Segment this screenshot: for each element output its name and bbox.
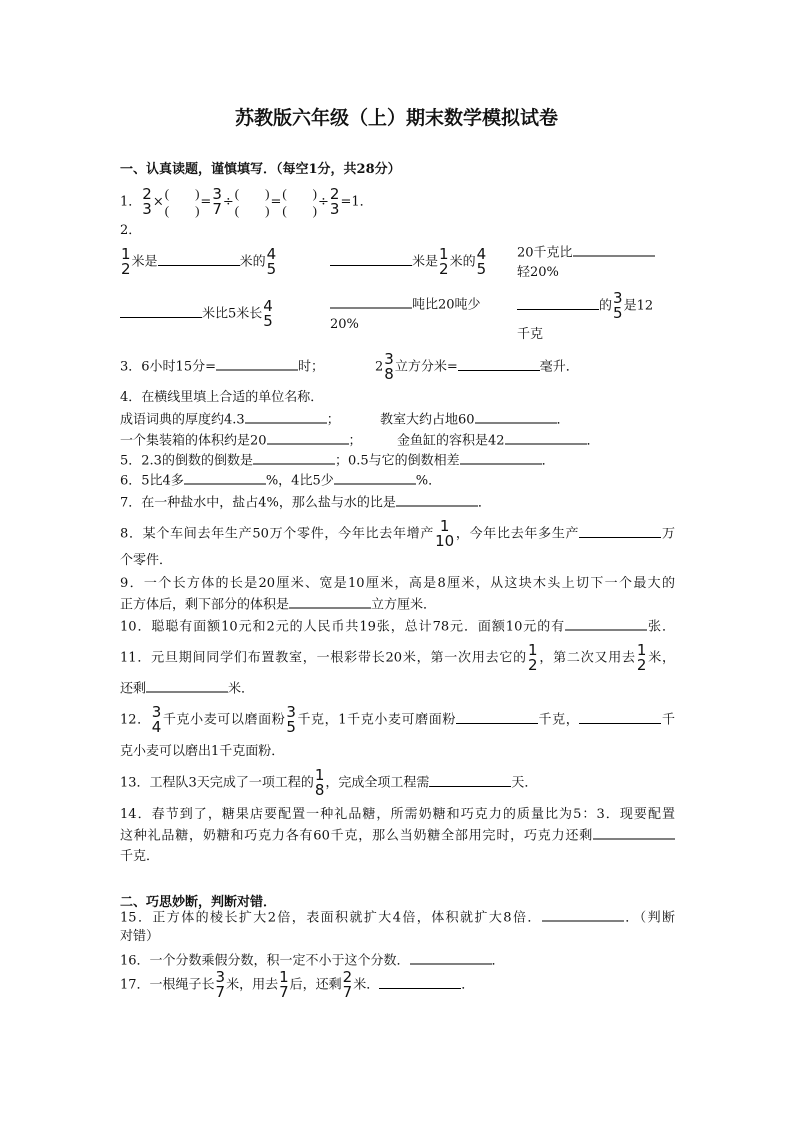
- text: 金鱼缸的容积是42: [397, 433, 505, 449]
- text: ；: [348, 433, 362, 449]
- text: 20%: [330, 317, 359, 332]
- text: 二、巧思妙断，判断对错．: [120, 895, 277, 910]
- text: 一个集装箱的体积约是20: [120, 433, 267, 449]
- question-2: [120, 222, 141, 240]
- text: 时；: [297, 359, 324, 375]
- denominator: 5: [263, 312, 273, 330]
- text: 还剩: [120, 681, 147, 697]
- text: 16．一个分数乘假分数，积一定不小于这个分数．: [120, 953, 410, 969]
- answer-blank[interactable]: [379, 976, 461, 989]
- page-title: 苏教版六年级（上）期末数学模拟试卷: [234, 107, 558, 129]
- question-14-cont: [120, 827, 675, 846]
- text: ．: [556, 412, 570, 428]
- text: 11．元旦期间同学们布置教室，一根彩带长20米，第一次用去它的: [120, 650, 527, 666]
- question-4a: [120, 411, 340, 430]
- text: ．: [491, 953, 505, 969]
- question-9-cont: [120, 596, 436, 615]
- answer-blank[interactable]: [245, 411, 327, 424]
- question-14: [120, 806, 675, 824]
- answer-blank[interactable]: [593, 827, 675, 840]
- numerator: 3: [384, 350, 394, 368]
- text: 米．: [228, 681, 255, 697]
- question-9: [120, 575, 675, 593]
- question-2a: [120, 247, 277, 277]
- answer-blank[interactable]: [146, 680, 228, 693]
- text: 张．: [647, 619, 675, 635]
- fraction: [212, 187, 222, 217]
- numerator: 1: [636, 641, 647, 659]
- text: ．: [541, 453, 555, 469]
- text: 千克，: [537, 712, 580, 728]
- text: ．: [586, 433, 600, 449]
- question-2b: [330, 247, 487, 277]
- text: 万: [661, 526, 675, 542]
- numerator: 1: [314, 766, 325, 784]
- question-2f-cont: [517, 326, 543, 344]
- question-14-end: [120, 848, 159, 866]
- text: 这种礼品糖，奶糖和巧克力各有60千克，那么当奶糖全部用完时，巧克力还剩: [120, 828, 593, 844]
- denominator: 5: [266, 260, 277, 278]
- answer-blank[interactable]: [253, 452, 335, 465]
- numerator: 1: [279, 968, 289, 986]
- question-17: [120, 970, 474, 1000]
- question-11: [120, 643, 675, 673]
- text: ，完成全项工程需: [325, 775, 430, 791]
- answer-blank[interactable]: [429, 774, 511, 787]
- text: =1．: [340, 194, 373, 210]
- answer-blank[interactable]: [565, 618, 647, 631]
- fraction: [279, 970, 289, 1000]
- numerator: 1: [439, 245, 449, 263]
- question-4c: [120, 432, 362, 451]
- text: 个零件．: [120, 553, 173, 568]
- text: 6．5比4多: [120, 473, 184, 489]
- text: ；0.5与它的倒数相差: [334, 453, 460, 469]
- numerator: 3: [215, 968, 226, 986]
- denominator: ( ): [234, 203, 270, 218]
- numerator: 2: [329, 185, 340, 203]
- fraction: [152, 705, 162, 735]
- text: 是12: [623, 298, 654, 314]
- section-heading-1: [120, 161, 401, 179]
- fraction: [613, 291, 623, 321]
- question-15-cont: [120, 928, 159, 946]
- question-4d: [397, 432, 600, 451]
- numerator: 2: [142, 185, 152, 203]
- text: 轻20%: [517, 265, 559, 280]
- text: ，第二次又用去: [538, 650, 636, 666]
- answer-blank[interactable]: [410, 952, 492, 965]
- denominator: 3: [329, 200, 340, 218]
- question-11-cont: [120, 680, 254, 699]
- answer-blank[interactable]: [456, 711, 538, 724]
- denominator: ( ): [164, 203, 200, 218]
- numerator: 4: [263, 297, 273, 315]
- answer-blank[interactable]: [158, 253, 240, 266]
- numerator: 1: [527, 641, 538, 659]
- text: 米．: [353, 977, 380, 993]
- answer-blank[interactable]: [334, 472, 416, 485]
- answer-blank[interactable]: [289, 596, 371, 609]
- text: 克小麦可以磨出1千克面粉．: [120, 744, 285, 759]
- answer-blank[interactable]: [475, 411, 557, 424]
- denominator: 2: [439, 260, 449, 278]
- text: 教室大约占地60: [380, 412, 475, 428]
- text: 成语词典的厚度约4.3: [120, 412, 245, 428]
- numerator: 1: [439, 517, 450, 535]
- numerator: 3: [151, 703, 162, 721]
- answer-blank[interactable]: [330, 296, 412, 309]
- text: 米比5米长: [202, 306, 263, 322]
- text: 17．一根绳子长: [120, 977, 215, 993]
- text: ，今年比去年多生产: [455, 526, 580, 542]
- denominator: 5: [476, 260, 487, 278]
- text: 8．某个车间去年生产50万个零件，今年比去年增产: [120, 526, 435, 542]
- question-2f: [517, 291, 653, 321]
- text: ÷: [318, 194, 329, 210]
- answer-blank[interactable]: [517, 297, 599, 310]
- answer-blank[interactable]: [505, 432, 587, 445]
- question-12: [120, 705, 675, 735]
- question-3a: [120, 358, 324, 377]
- answer-blank[interactable]: [267, 432, 349, 445]
- denominator: 8: [384, 365, 394, 383]
- denominator: 7: [342, 983, 353, 1001]
- text: 10．聪聪有面额10元和2元的人民币共19张，总计78元．面额10元的有: [120, 619, 566, 635]
- question-5: [120, 452, 555, 471]
- question-4b: [380, 411, 570, 430]
- answer-blank[interactable]: [460, 452, 542, 465]
- text: =: [200, 194, 212, 210]
- text: 12．: [120, 712, 151, 728]
- fraction: [330, 187, 340, 217]
- text: 14．春节到了，糖果店要配置一种礼品糖，所需奶糖和巧克力的质量比为5：3．现要配置: [120, 807, 675, 822]
- denominator: 8: [314, 781, 325, 799]
- denominator: 7: [215, 983, 226, 1001]
- question-6: [120, 472, 441, 491]
- fraction: [477, 247, 487, 277]
- fraction: [286, 705, 296, 735]
- text: 后，还剩: [289, 977, 342, 993]
- numerator: ( ): [282, 186, 318, 201]
- denominator: 7: [212, 200, 222, 218]
- text: 13．工程队3天完成了一项工程的: [120, 775, 314, 791]
- answer-blank[interactable]: [330, 253, 412, 266]
- answer-blank[interactable]: [579, 711, 661, 724]
- text: 毫升．: [539, 359, 579, 375]
- numerator: 2: [342, 968, 353, 986]
- text: 对错）: [120, 929, 160, 944]
- denominator: 2: [121, 260, 131, 278]
- question-3b: [375, 352, 579, 382]
- answer-blank[interactable]: [542, 909, 624, 922]
- numerator: 3: [613, 289, 623, 307]
- answer-blank[interactable]: [216, 358, 298, 371]
- text: 正方体后，剩下部分的体积是: [120, 597, 290, 613]
- question-7: [120, 494, 491, 513]
- text: ×: [152, 194, 164, 210]
- text: 米的: [239, 254, 266, 270]
- text: 2．: [120, 223, 142, 238]
- denominator: ( ): [282, 203, 318, 218]
- fraction: [216, 970, 226, 1000]
- numerator: 1: [121, 245, 131, 263]
- fraction: [384, 352, 394, 382]
- fraction: [637, 643, 647, 673]
- question-1: [120, 185, 373, 219]
- answer-blank[interactable]: [579, 525, 661, 538]
- question-2e-cont: [330, 316, 359, 334]
- text: 千克小麦可以磨面粉: [162, 712, 286, 728]
- question-8: [120, 519, 675, 549]
- fraction: [267, 247, 277, 277]
- text: %，4比5少: [265, 473, 334, 489]
- numerator: 3: [286, 703, 296, 721]
- fraction: [439, 247, 449, 277]
- question-13: [120, 768, 537, 798]
- text: 的: [599, 298, 613, 314]
- numerator: 4: [476, 245, 487, 263]
- answer-blank[interactable]: [184, 472, 266, 485]
- fraction: [528, 643, 538, 673]
- question-4: [120, 389, 323, 407]
- fraction: [435, 519, 454, 549]
- denominator: 2: [527, 656, 538, 674]
- text: 天．: [511, 775, 538, 791]
- question-15: [120, 909, 675, 928]
- text: ；: [326, 412, 340, 428]
- numerator: 3: [212, 185, 222, 203]
- answer-blank[interactable]: [396, 494, 478, 507]
- text: ．: [461, 977, 475, 993]
- fraction: [142, 187, 152, 217]
- text: 15．正方体的棱长扩大2倍，表面积就扩大4倍，体积就扩大8倍．: [120, 910, 542, 926]
- text: 2: [375, 359, 384, 375]
- blank-fraction[interactable]: [235, 185, 270, 219]
- denominator: 3: [142, 200, 152, 218]
- denominator: 2: [636, 656, 647, 674]
- denominator: 4: [151, 718, 162, 736]
- question-8-cont: [120, 552, 172, 570]
- numerator: ( ): [234, 186, 270, 201]
- denominator: 5: [286, 718, 296, 736]
- denominator: 10: [435, 532, 455, 550]
- text: 米是: [412, 254, 439, 270]
- question-2c: [517, 244, 655, 263]
- text: 20千克比: [517, 245, 573, 261]
- text: 米，用去: [226, 977, 279, 993]
- question-16: [120, 952, 505, 971]
- text: 4．在横线里填上合适的单位名称．: [120, 390, 324, 405]
- denominator: 5: [613, 304, 623, 322]
- text: 一、认真读题，谨慎填写．（每空1分，共28分）: [120, 162, 401, 177]
- numerator: 4: [266, 245, 277, 263]
- text: 9．一个长方体的长是20厘米、宽是10厘米，高是8厘米，从这块木头上切下一个最大的: [120, 576, 675, 591]
- fraction: [263, 299, 273, 329]
- blank-fraction[interactable]: [165, 185, 200, 219]
- text: ．: [477, 495, 491, 511]
- question-12-cont: [120, 743, 284, 761]
- numerator: ( ): [164, 186, 200, 201]
- text: ．（判断: [623, 910, 675, 926]
- fraction: [121, 247, 131, 277]
- text: 千克: [517, 327, 544, 342]
- question-2e: [330, 296, 481, 315]
- answer-blank[interactable]: [120, 305, 202, 318]
- text: 3．6小时15分=: [120, 359, 216, 375]
- text: 米，: [647, 650, 675, 666]
- question-2c-cont: [517, 264, 559, 282]
- question-10: [120, 618, 675, 637]
- text: 千: [661, 712, 675, 728]
- text: 1．: [120, 194, 142, 210]
- text: ÷: [222, 194, 234, 210]
- text: 立方分米=: [394, 359, 458, 375]
- blank-fraction[interactable]: [282, 185, 317, 219]
- text: 吨比20吨少: [412, 297, 481, 313]
- text: 5．2.3的倒数的倒数是: [120, 453, 253, 469]
- answer-blank[interactable]: [458, 358, 540, 371]
- fraction: [343, 970, 353, 1000]
- text: 千克，1千克小麦可磨面粉: [296, 712, 456, 728]
- text: 立方厘米．: [371, 597, 437, 613]
- text: %．: [415, 473, 442, 489]
- question-2d: [120, 299, 274, 329]
- fraction: [315, 768, 325, 798]
- denominator: 7: [279, 983, 289, 1001]
- text: 米是: [131, 254, 158, 270]
- text: 千克．: [120, 849, 160, 864]
- text: =: [270, 194, 282, 210]
- text: 7．在一种盐水中，盐占4%，那么盐与水的比是: [120, 495, 396, 511]
- answer-blank[interactable]: [573, 244, 655, 257]
- text: 米的: [449, 254, 476, 270]
